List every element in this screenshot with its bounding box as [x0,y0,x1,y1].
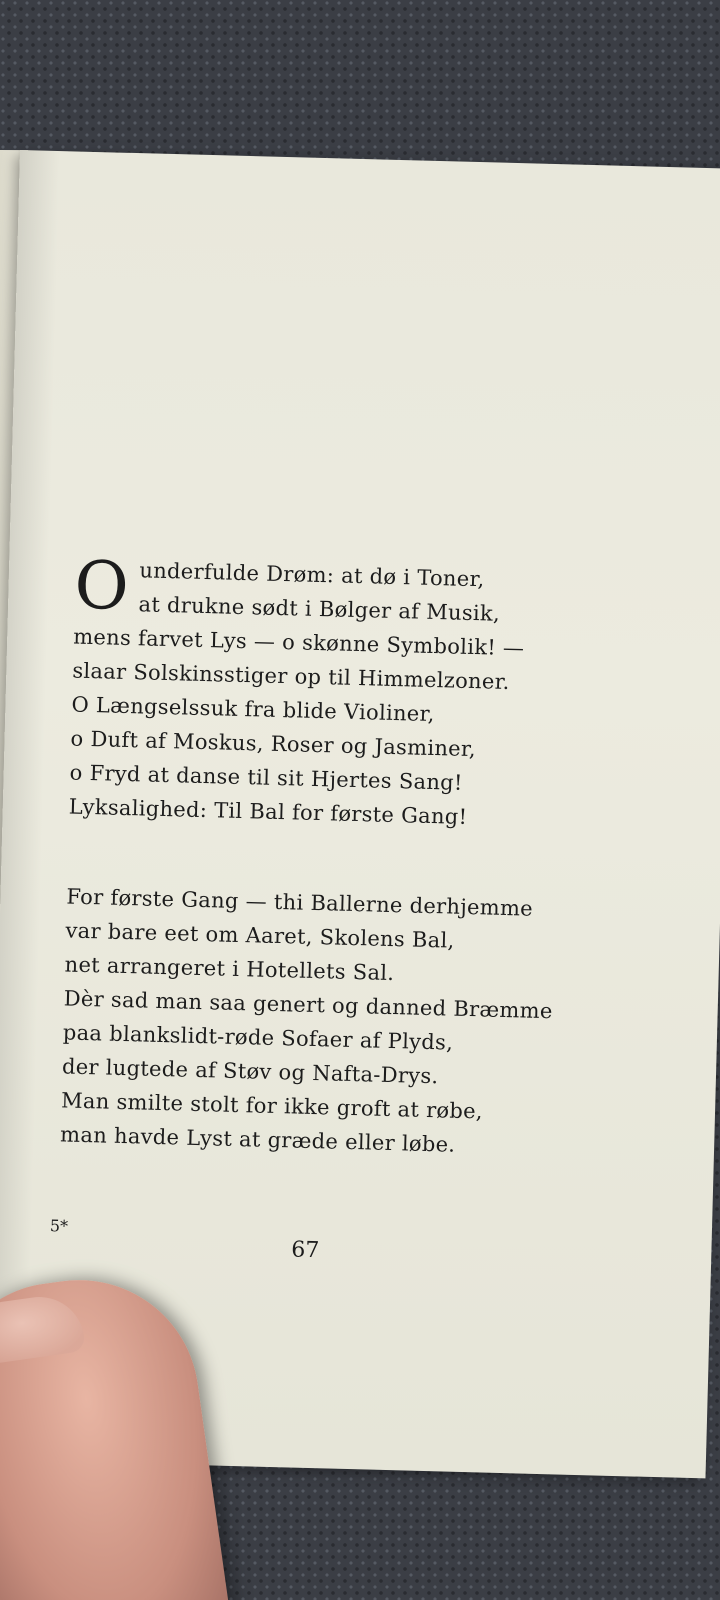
poem-line: mens farvet Lys — o skønne Symbolik! — [72,624,525,661]
poem-stanza-2 [60,879,667,1167]
poem-line: Dèr sad man saa genert og danned Bræmme [63,986,553,1024]
signature-mark: 5* [49,1216,69,1236]
poem-line: man havde Lyst at græde eller løbe. [59,1122,456,1157]
poem-line: at drukne sødt i Bølger af Musik, [138,592,501,626]
thumbnail-highlight [0,1291,86,1367]
poem-line: slaar Solskinsstiger op til Himmelzoner. [72,658,510,694]
drop-cap: O [73,546,131,625]
page-number: 67 [290,1237,320,1264]
poem-line: Man smilte stolt for ikke groft at røbe, [60,1088,484,1124]
poem-line: var bare eet om Aaret, Skolens Bal, [65,918,455,953]
poem-line: For første Gang — thi Ballerne derhjemme [66,884,534,921]
poem-line: paa blankslidt-røde Sofaer af Plyds, [62,1020,454,1055]
poem-line: o Fryd at danse til sit Hjertes Sang! [69,760,463,795]
poem-line: O Længselssuk fra blide Violiner, [71,692,435,727]
poem-line: o Duft af Moskus, Roser og Jasminer, [70,726,477,762]
poem-line: net arrangeret i Hotellets Sal. [64,952,395,986]
book-page [0,150,720,1478]
poem-line: underfulde Drøm: at dø i Toner, [139,558,485,592]
poem-stanza-1 [68,546,675,840]
poem-line: Lyksalighed: Til Bal for første Gang! [68,794,468,829]
poem-line: der lugtede af Støv og Nafta-Drys. [61,1054,439,1089]
